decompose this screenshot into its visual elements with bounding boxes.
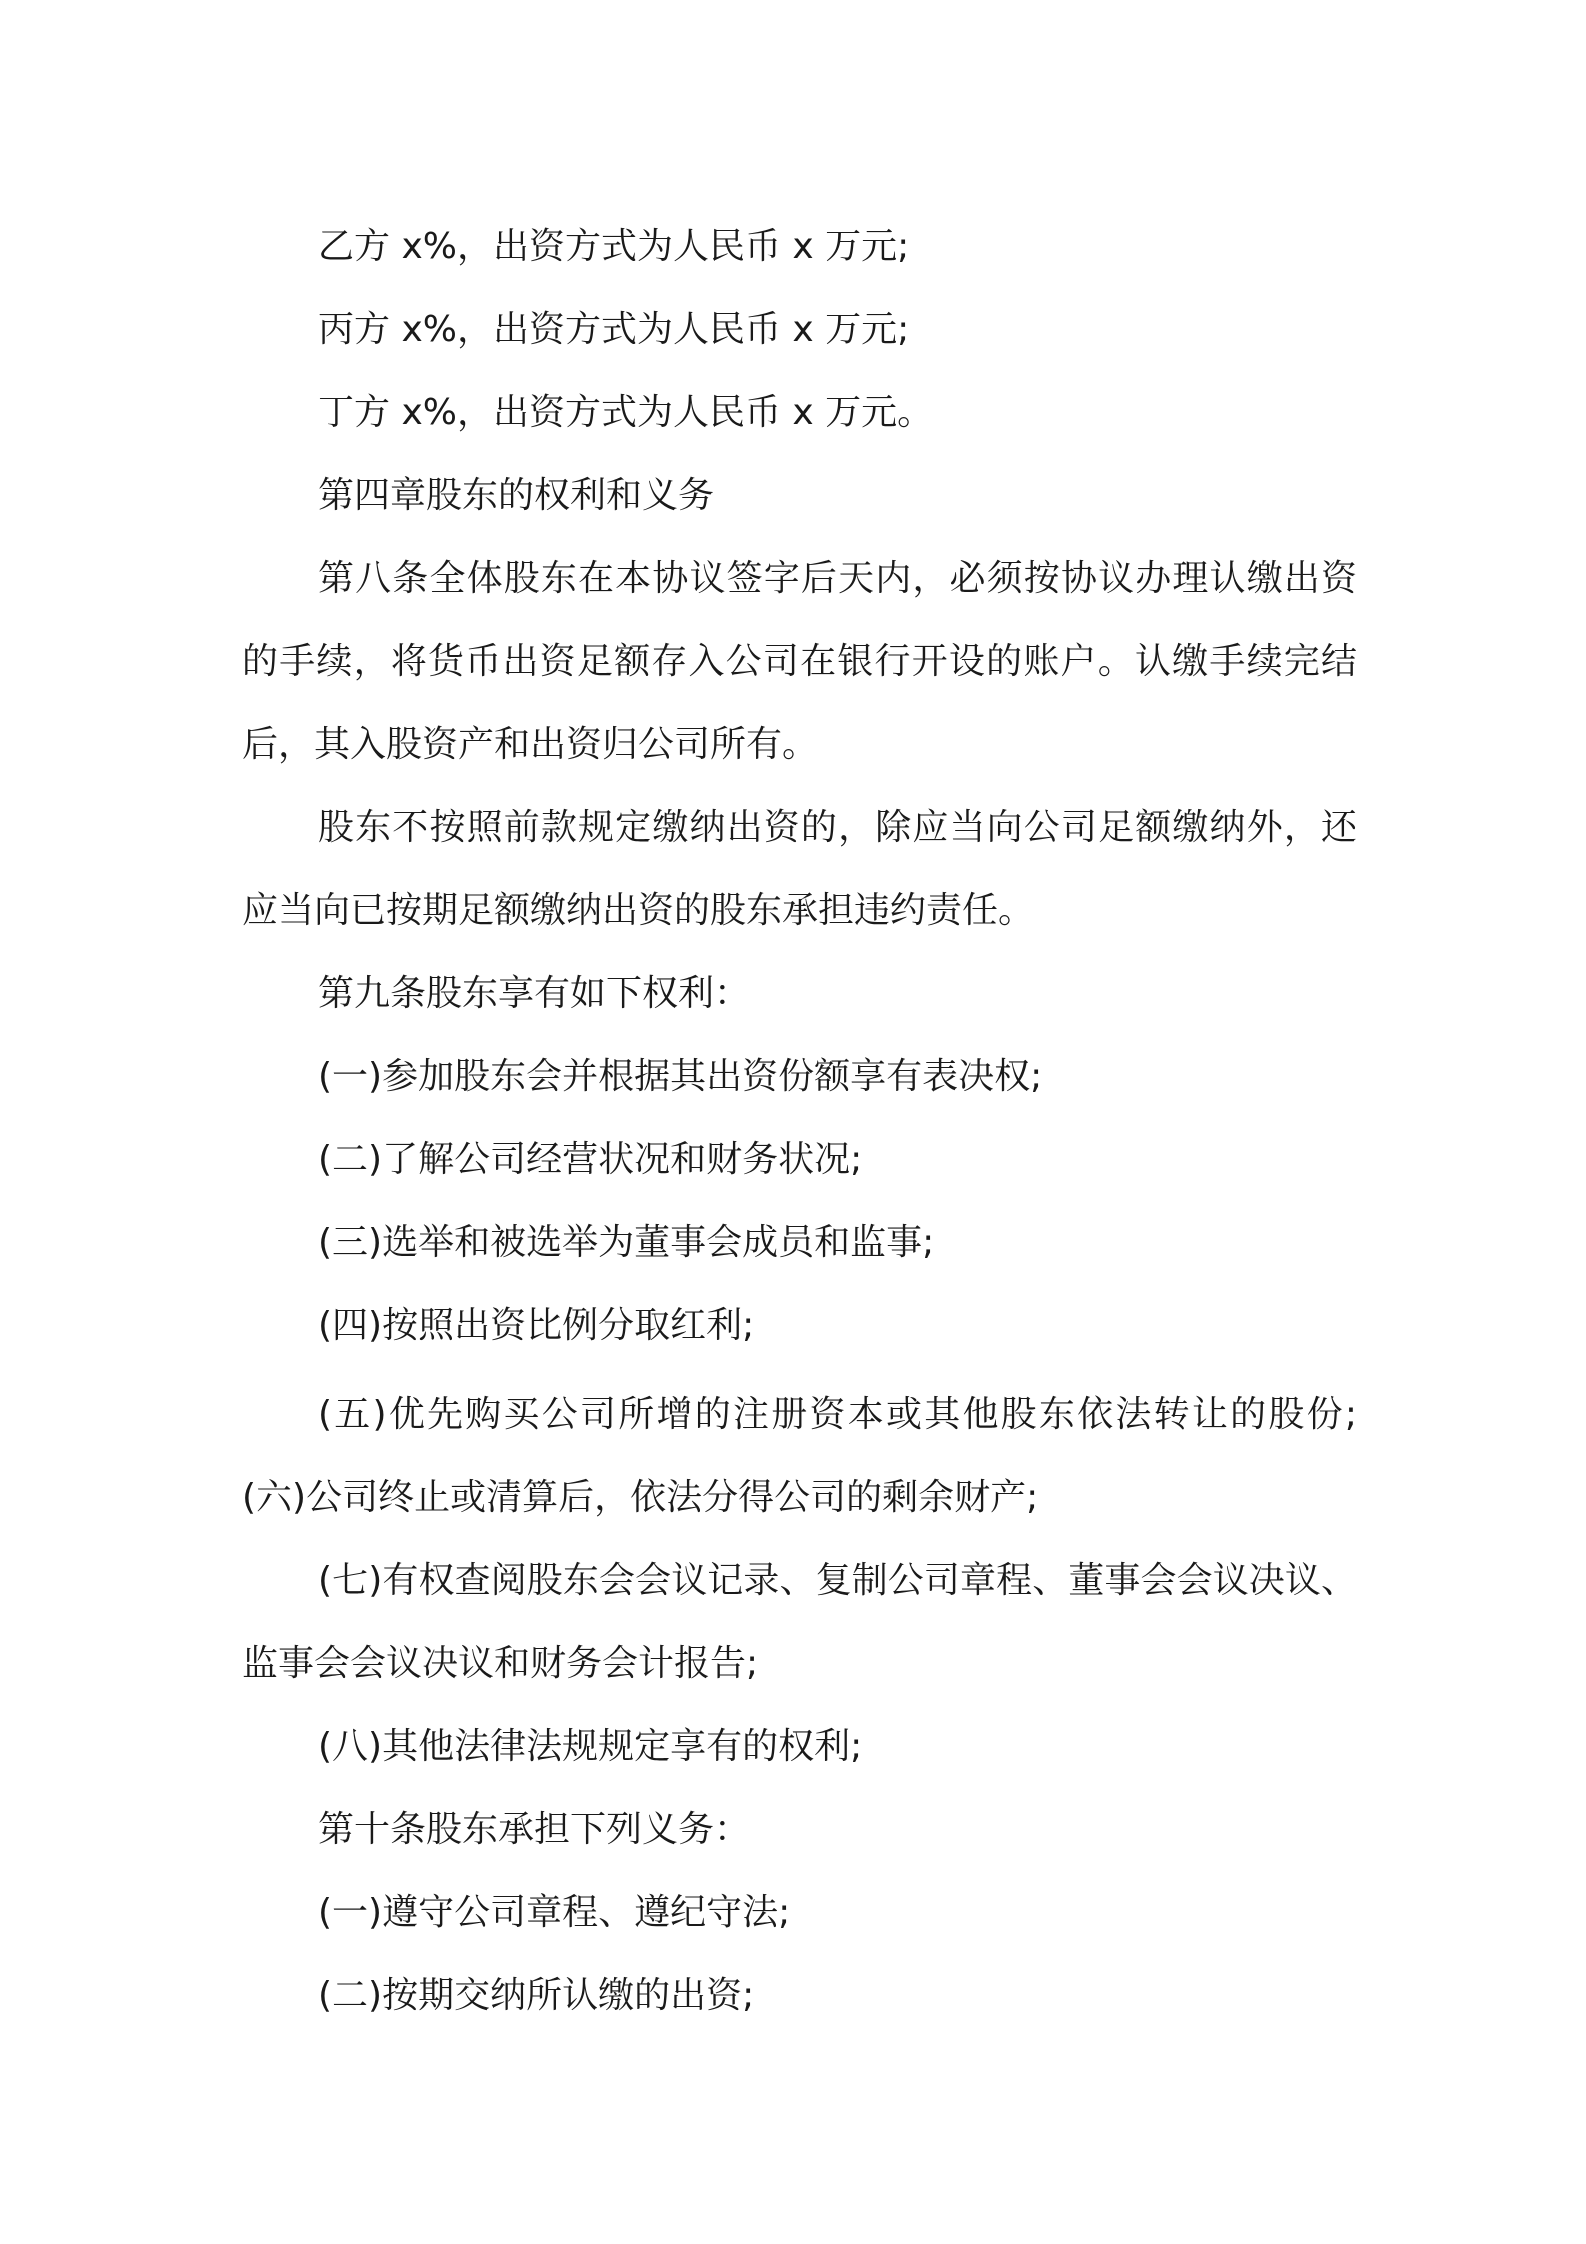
article-10-item-2: (二)按期交纳所认缴的出资; [318,1975,755,2016]
clause-party-d-contribution: 丁方 x%，出资方式为人民币 x 万元。 [318,392,934,433]
article-9-heading: 第九条股东享有如下权利： [318,973,751,1014]
article-10-item-1: (一)遵守公司章程、遵纪守法; [318,1892,791,1933]
clause-party-b-contribution: 乙方 x%，出资方式为人民币 x 万元; [318,226,910,267]
chapter-heading-rights-obligations: 第四章股东的权利和义务 [318,475,715,516]
clause-party-c-contribution: 丙方 x%，出资方式为人民币 x 万元; [318,309,910,350]
article-8-line-3: 后，其入股资产和出资归公司所有。 [242,724,819,765]
article-9-item-4: (四)按照出资比例分取红利; [318,1305,755,1346]
article-9-item-1: (一)参加股东会并根据其出资份额享有表决权; [318,1056,1043,1097]
article-9-item-8: (八)其他法律法规规定享有的权利; [318,1726,863,1767]
article-10-heading: 第十条股东承担下列义务： [318,1809,751,1850]
article-9-item-7-line-1: (七)有权查阅股东会会议记录、复制公司章程、董事会会议决议、 [318,1560,1357,1601]
article-8-penalty-line-1: 股东不按照前款规定缴纳出资的，除应当向公司足额缴纳外，还 [318,807,1357,848]
article-9-item-6: (六)公司终止或清算后，依法分得公司的剩余财产; [242,1477,1039,1518]
article-8-penalty-line-2: 应当向已按期足额缴纳出资的股东承担违约责任。 [242,890,1035,931]
article-9-item-2: (二)了解公司经营状况和财务状况; [318,1139,863,1180]
article-9-item-3: (三)选举和被选举为董事会成员和监事; [318,1222,935,1263]
document-body [242,205,1357,2037]
article-8-line-1: 第八条全体股东在本协议签字后天内，必须按协议办理认缴出资 [318,558,1357,599]
article-8-line-2: 的手续，将货币出资足额存入公司在银行开设的账户。认缴手续完结 [242,641,1357,682]
article-9-item-5: (五)优先购买公司所增的注册资本或其他股东依法转让的股份; [318,1394,1357,1435]
article-9-item-7-line-2: 监事会会议决议和财务会计报告; [242,1643,759,1684]
